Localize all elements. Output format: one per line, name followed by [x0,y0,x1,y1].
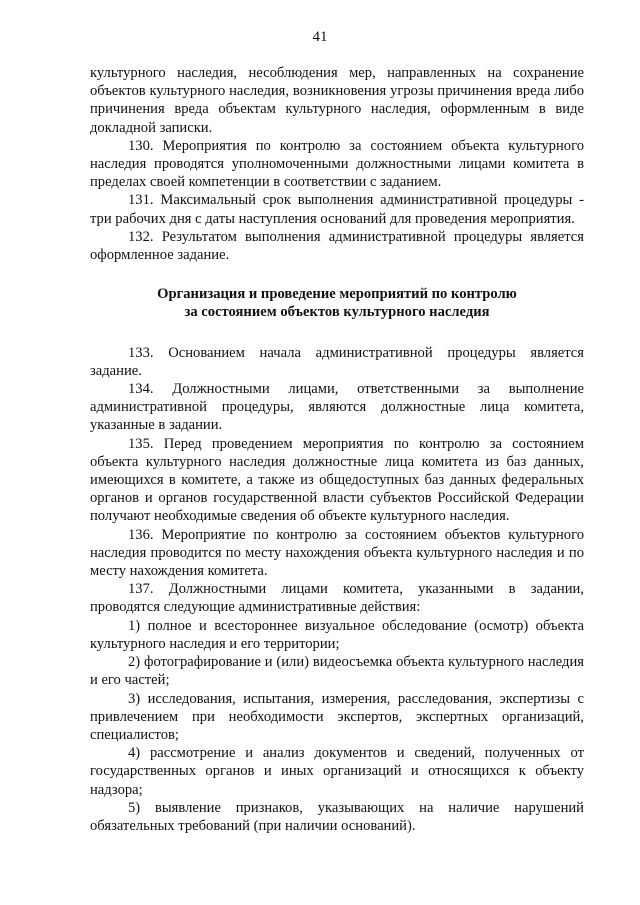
paragraph-136: 136. Мероприятие по контролю за состоянием объектов культурного наследия проводится по месту нахождения объекта культурного наследия и по месту нахождения комитета. [90,526,584,580]
paragraph-134: 134. Должностными лицами, ответственными за выполнение административной процедуры, являются должностные лица комитета, указанные в задании. [90,381,584,434]
list-item-1: 1) полное и всестороннее визуальное обследование (осмотр) объекта культурного наследия и его территории; [90,617,584,652]
section-heading-line-2: за состоянием объектов культурного наследия [184,304,490,321]
list-item-3: 3) исследования, испытания, измерения, расследования, экспертизы с привлечением при необходимости экспертов, экспертных организаций, специалистов; [90,690,584,743]
list-item-4: 4) рассмотрение и анализ документов и сведений, полученных от государственных органов и иных организаций и относящихся к объекту надзора; [90,745,584,798]
paragraph-131: 131. Максимальный срок выполнения административной процедуры - три рабочих дня с даты наступления оснований для проведения мероприятия. [90,192,584,227]
paragraph-132: 132. Результатом выполнения административной процедуры является оформленное задание. [90,228,584,264]
document-body [90,64,584,835]
section-heading [90,285,584,321]
paragraph-135: 135. Перед проведением мероприятия по контролю за состоянием объекта культурного наследия должностные лица комитета из баз данных, имеющихся в комитете, а также из общедоступных баз данных федеральных органов и органов государственной власти субъектов Российской Федерации получают необходимые сведения об объекте культурного наследия. [90,435,584,525]
paragraph-133: 133. Основанием начала административной процедуры является задание. [90,344,584,379]
paragraph-continuation: культурного наследия, несоблюдения мер, направленных на сохранение объектов культурного наследия, возникновения угрозы причинения вреда либо причинения вреда объектам культурного наследия, оформленным в виде докладной записки. [90,65,584,136]
paragraph-130: 130. Мероприятия по контролю за состоянием объекта культурного наследия проводятся уполномоченными должностными лицами комитета в пределах своей компетенции в соответствии с заданием. [90,137,584,191]
page-number: 41 [312,29,328,45]
paragraph-137: 137. Должностными лицами комитета, указанными в задании, проводятся следующие административные действия: [90,581,584,616]
list-item-5: 5) выявление признаков, указывающих на наличие нарушений обязательных требований (при наличии оснований). [90,799,584,834]
list-item-2: 2) фотографирование и (или) видеосъемка объекта культурного наследия и его частей; [90,654,584,689]
section-heading-line-1: Организация и проведение мероприятий по контролю [157,286,517,303]
